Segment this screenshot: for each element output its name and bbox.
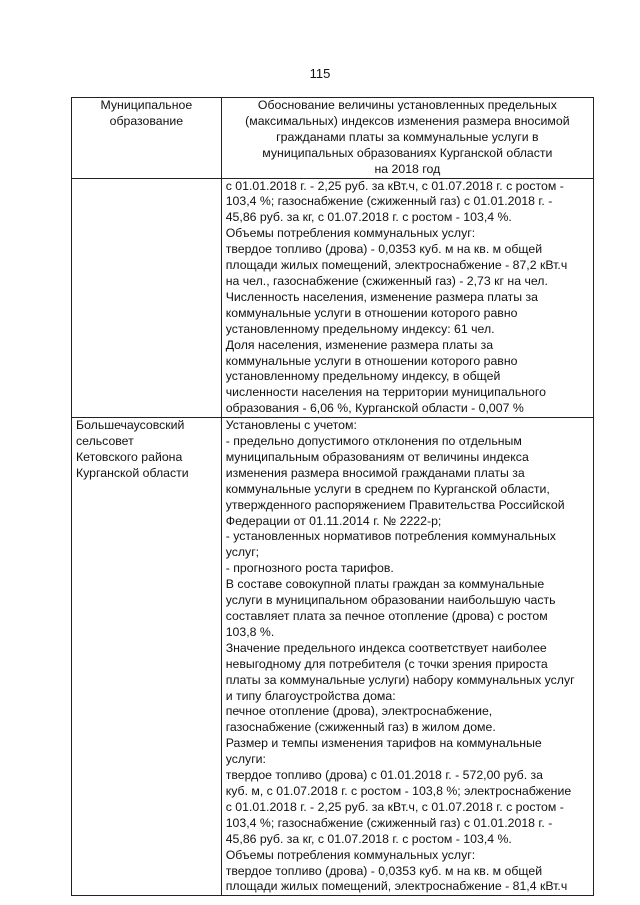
text-line: численности населения на территории муниципального [225,385,546,400]
text-line: Объемы потребления коммунальных услуг: [225,226,476,241]
text-line: площади жилых помещений, электроснабжение - 87,2 кВт.ч [225,258,568,273]
text-line: с 01.01.2018 г. - 2,25 руб. за кВт.ч, с 01.07.2018 г. с ростом - [225,178,564,193]
text-line: - прогнозного роста тарифов. [225,561,394,576]
tariff-justification-table [71,97,594,896]
municipality-name-line: Кетовского района [76,449,183,464]
header-text-line: (максимальных) индексов изменения размера вносимой [245,113,570,128]
text-line: твердое топливо (дрова) с 01.01.2018 г. - 572,00 руб. за [225,768,544,783]
header-text-line: муниципальных образованиях Курганской области [262,145,553,160]
header-text-line: гражданами платы за коммунальные услуги в [276,129,539,144]
text-line: невыгодному для потребителя (с точки зрения прироста [225,656,548,671]
text-line: 45,86 руб. за кг, с 01.07.2018 г. с ростом - 103,4 %. [225,210,512,225]
text-line: твердое топливо (дрова) - 0,0353 куб. м на кв. м общей [225,863,543,878]
text-line: куб. м, с 01.07.2018 г. с ростом - 103,8 %; электроснабжение [225,783,572,798]
text-line: коммунальные услуги в отношении которого равно [225,305,518,320]
header-municipality-cell [72,98,222,179]
table-row [72,418,594,896]
text-line: Установлены с учетом: [225,418,357,433]
table-row [72,178,594,418]
text-line: установленному предельному индексу: 61 чел. [225,321,495,336]
municipality-name-line: сельсовет [76,434,134,449]
text-line: с 01.01.2018 г. - 2,25 руб. за кВт.ч, с 01.07.2018 г. с ростом - [225,799,564,814]
text-line: образования - 6,06 %, Курганской области - 0,007 % [225,401,524,416]
text-line: составляет плата за печное отопление (дрова) с ростом [225,609,548,623]
text-line: и типу благоустройства дома: [225,688,396,703]
text-line: утвержденного распоряжением Правительства Российской [225,497,565,512]
text-line: В составе совокупной платы граждан за коммунальные [225,577,545,592]
text-line: площади жилых помещений, электроснабжение - 81,4 кВт.ч [225,879,568,894]
table-header-row [72,98,594,179]
municipality-name-line: Большечаусовский [76,418,185,433]
text-line: Федерации от 01.11.2014 г. № 2222-р; [225,513,442,528]
text-line: печное отопление (дрова), электроснабжение, [225,704,493,719]
text-line: 103,4 %; газоснабжение (сжиженный газ) с 01.01.2018 г. - [225,194,553,209]
justification-cell [221,178,593,418]
text-line: 103,4 %; газоснабжение (сжиженный газ) с 01.01.2018 г. - [225,815,553,830]
text-line: муниципальным образованиям от величины индекса [225,449,529,464]
text-line: платы за коммунальные услуги) набору коммунальных услуг [225,672,575,687]
text-line: услуги: [225,752,266,767]
text-line: Объемы потребления коммунальных услуг: [225,847,476,862]
text-line: твердое топливо (дрова) - 0,0353 куб. м на кв. м общей [225,242,543,257]
header-text-line: образование [109,113,184,128]
text-line: Доля населения, изменение размера платы за [225,337,494,352]
text-line: газоснабжение (сжиженный газ) в жилом доме. [225,720,496,735]
text-line: Численность населения, изменение размера платы за [225,289,539,304]
text-line: на чел., газоснабжение (сжиженный газ) - 2,73 кг на чел. [225,273,548,288]
municipality-cell [72,418,222,896]
text-line: установленному предельному индексу, в общей [225,369,501,384]
municipality-name-line: Курганской области [76,465,189,480]
text-line: услуг; [225,545,260,560]
text-line: изменения размера вносимой гражданами платы за [225,465,525,480]
text-line: 103,8 %. [225,624,275,639]
page-number: 115 [309,66,331,81]
header-text-line: на 2018 год [374,161,441,176]
text-line: коммунальные услуги в среднем по Курганской области, [225,481,550,496]
municipality-cell-empty [72,178,222,418]
justification-cell [221,418,593,896]
text-line: услуги в муниципальном образовании наибольшую часть [225,593,556,608]
text-line: - предельно допустимого отклонения по отдельным [225,434,522,449]
text-line: 45,86 руб. за кг, с 01.07.2018 г. с ростом - 103,4 %. [225,831,512,846]
text-line: - установленных нормативов потребления коммунальных [225,529,556,544]
header-justification-cell [221,98,593,179]
text-line: Размер и темпы изменения тарифов на коммунальные [225,736,542,751]
header-text-line: Муниципальное [100,98,193,112]
text-line: Значение предельного индекса соответствует наиболее [225,640,547,655]
header-text-line: Обоснование величины установленных предельных [257,98,557,112]
text-line: коммунальные услуги в отношении которого равно [225,353,518,368]
